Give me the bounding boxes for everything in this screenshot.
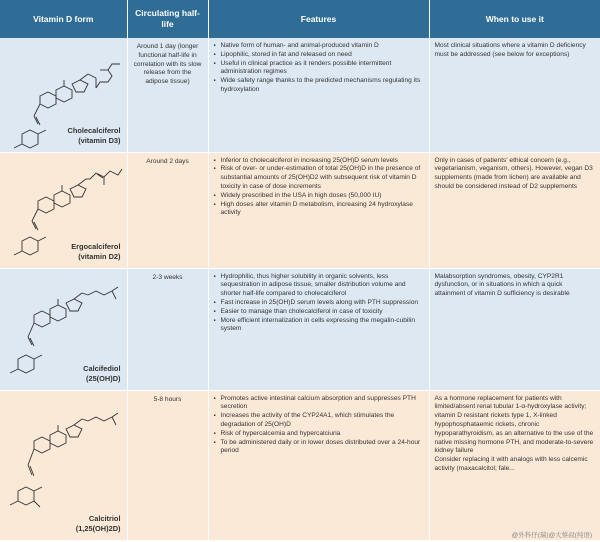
header-half-life: Circulating half-life bbox=[127, 0, 208, 38]
feature-item: ▪ Inferior to cholecalciferol in increasing 25(OH)D serum levels bbox=[221, 157, 424, 166]
form-name-line1: Calcitriol bbox=[88, 514, 121, 524]
table-header-row bbox=[0, 0, 600, 38]
form-name bbox=[68, 126, 121, 145]
feature-item: ▪ Lipophilic, stored in fat and released on need bbox=[221, 51, 424, 60]
header-features: Features bbox=[208, 0, 429, 38]
watermark: @外科仔(瑞)@大蔡叔(纯语) bbox=[511, 532, 592, 539]
features-cell bbox=[208, 390, 429, 540]
form-name-line2: (25(OH)D) bbox=[86, 373, 121, 383]
table-row-cholecalciferol bbox=[0, 38, 600, 152]
form-name-line2: (vitamin D2) bbox=[78, 251, 121, 261]
form-name bbox=[71, 242, 120, 261]
table-row-calcitriol bbox=[0, 390, 600, 540]
feature-item: ▪ Hydrophilic, thus higher solubility in organic solvents, less sequestration in adipose tissue, smaller distribution volume and shorter half-life compared to cholecalciferol bbox=[221, 273, 424, 299]
feature-item: ▪ Native form of human- and animal-produced vitamin D bbox=[221, 42, 424, 51]
when-text: Only in cases of patients' ethical concern (e.g., vegetarianism, veganism, others). However, vegan D3 supplements (made from lichen) are available and should be considered instead of D2 supplements bbox=[434, 156, 593, 190]
when-text: Consider replacing it with analogs with less calcemic activity (maxacalcitol; fale... bbox=[434, 456, 588, 473]
half-life-cell: 2-3 weeks bbox=[127, 268, 208, 390]
when-text: As a hormone replacement for patients with limited/absent renal tubular 1-α-hydroxylase activity; vitamin D resistant rickets type 1, X-linked hypophosphataemic rickets, chronic hypoparathyroidism, as an alternative to the use of the native missing hormone PTH, and moderate-to-severe kidney failure bbox=[434, 394, 594, 455]
feature-item: ▪ Widely prescribed in the USA in high doses (50,000 IU) bbox=[221, 192, 424, 201]
form-name bbox=[83, 364, 120, 383]
header-form: Vitamin D form bbox=[0, 0, 127, 38]
when-cell bbox=[429, 38, 600, 152]
half-life-cell: Around 1 day (longer functional half-life in correlation with its slow release from the adipose tissue) bbox=[127, 38, 208, 152]
feature-item: ▪ Promotes active intestinal calcium absorption and suppresses PTH secretion bbox=[221, 395, 424, 413]
structure-cell bbox=[0, 268, 127, 390]
form-name-line1: Cholecalciferol bbox=[67, 126, 121, 136]
feature-item: ▪ More efficient internalization in cells expressing the megalin-cubilin system bbox=[221, 317, 424, 335]
feature-item: ▪ High doses alter vitamin D metabolism, increasing 24 hydroxylase activity bbox=[221, 201, 424, 219]
form-name-line1: Calcifediol bbox=[83, 364, 121, 374]
features-cell bbox=[208, 268, 429, 390]
features-cell bbox=[208, 152, 429, 268]
when-text: Malabsorption syndromes, obesity, CYP2R1 dysfunction, or in situations in which a quick attainment of vitamin D sufficiency is desirable bbox=[434, 272, 570, 298]
feature-item: ▪ Increases the activity of the CYP24A1, which stimulates the degradation of 25(OH)D bbox=[221, 412, 424, 430]
table-row-ergocalciferol bbox=[0, 152, 600, 268]
feature-item: ▪ Useful in clinical practice as it renders possible intermittent administration regimes bbox=[221, 60, 424, 78]
features-cell bbox=[208, 38, 429, 152]
form-name-line2: (1,25(OH)2D) bbox=[75, 523, 121, 533]
feature-item: ▪ Fast increase in 25(OH)D serum levels along with PTH suppression bbox=[221, 299, 424, 308]
structure-cell bbox=[0, 390, 127, 540]
header-when: When to use it bbox=[429, 0, 600, 38]
feature-item: ▪ To be administered daily or in lower doses distributed over a 24-hour period bbox=[221, 439, 424, 457]
when-cell bbox=[429, 152, 600, 268]
structure-cell bbox=[0, 38, 127, 152]
feature-item: ▪ Risk of over- or under-estimation of total 25(OH)D in the presence of substantial amounts of 25(OH)D2 with subsequent risk of vitamin D toxicity in case of dose increments bbox=[221, 165, 424, 191]
table-row-calcifediol bbox=[0, 268, 600, 390]
when-text: Most clinical situations where a vitamin D deficiency must be addressed (see below for exceptions) bbox=[434, 42, 586, 58]
half-life-cell: 5-8 hours bbox=[127, 390, 208, 540]
feature-item: ▪ Risk of hypercalcemia and hypercalciuria bbox=[221, 430, 424, 439]
form-name bbox=[76, 514, 121, 533]
structure-cell bbox=[0, 152, 127, 268]
when-cell bbox=[429, 390, 600, 540]
feature-item: ▪ Easier to manage than cholecalciferol in case of toxicity bbox=[221, 308, 424, 317]
feature-item: ▪ Wide safety range thanks to the predicted mechanisms regulating its hydroxylation bbox=[221, 77, 424, 95]
half-life-cell: Around 2 days bbox=[127, 152, 208, 268]
when-cell bbox=[429, 268, 600, 390]
form-name-line1: Ergocalciferol bbox=[71, 242, 121, 252]
form-name-line2: (vitamin D3) bbox=[78, 135, 121, 145]
